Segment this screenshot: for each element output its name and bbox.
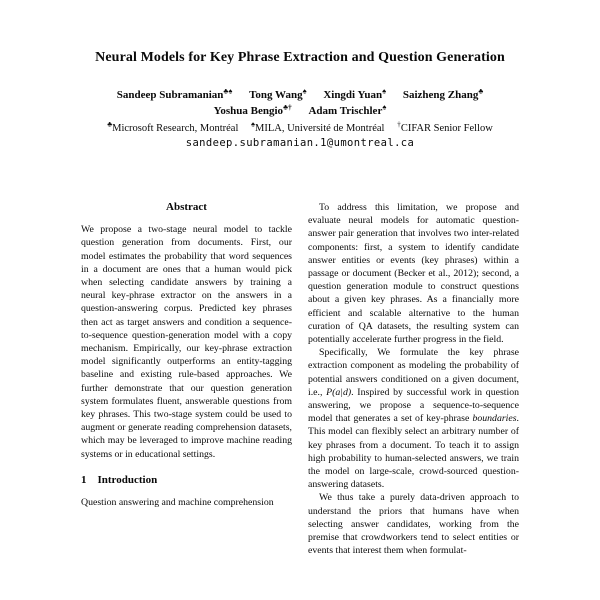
author-name: Sandeep Subramanian — [116, 89, 224, 101]
body-paragraph: To address this limitation, we propose and evaluate neural models for automatic question-answer pair generation that involves two inter-related components: first, a system to identify candidate answer entities or events (key phrases) within a passage or document (Becker et al., 2012); second, a question generation module to construct questions about a given key phrases. As a financially more efficient and scalable alternative to the human curation of QA datasets, the resulting system can potentially accelerate further progress in the field. — [308, 202, 519, 346]
author-name: Yoshua Bengio — [213, 104, 284, 117]
author-name: Adam Trischler — [308, 104, 383, 117]
paper-title: Neural Models for Key Phrase Extraction and Question Generation — [95, 50, 505, 65]
affiliation-text: CIFAR Senior Fellow — [400, 123, 493, 134]
section-title: Introduction — [97, 473, 158, 486]
paper-header — [0, 0, 600, 149]
introduction-first-line: Question answering and machine comprehension — [81, 497, 274, 509]
author — [116, 86, 233, 101]
paragraph-text: . This model can flexibly select an arbitrary number of key phrases from a document. To teach it to assign high probability to human-selected answers, we train the model on large-scale, crowd-sourced question-answering datasets. — [308, 413, 519, 491]
author-affil-marks: ♠ — [302, 86, 307, 96]
author — [308, 101, 387, 117]
affiliation-item — [397, 119, 493, 134]
authors-line-2 — [0, 101, 600, 120]
abstract-heading: Abstract — [166, 201, 207, 213]
author — [249, 86, 307, 101]
abstract-text: We propose a two-stage neural model to tackle question generation from documents. First, our model estimates the probability that word sequences in a document are ones that a human would pick when selecting candidate answers by training a neural key-phrase extractor on the answers in a question-answering corpus. Predicted key phrases then act as target answers and condition a sequence-to-sequence question-generation model with a copy mechanism. Empirically, our key-phrase extraction model significantly outperforms an entity-tagging baseline and existing rule-based approaches. We further demonstrate that our question generation system formulates fluent, answerable questions from key phrases. This two-stage system could be used to augment or generate reading comprehension datasets, which may be leveraged to improve machine reading systems or in educational settings. — [81, 224, 292, 460]
author-affil-marks: ♣† — [283, 101, 292, 111]
left-column — [81, 201, 292, 557]
body-paragraph: We thus take a purely data-driven approach to understand the priors that humans have when selecting answer candidates, working from the premise that crowdworkers tend to select entities or events that interest them when formulat- — [308, 492, 519, 557]
affiliation-mark: † — [397, 119, 401, 129]
author-affil-marks: ♣♠ — [223, 86, 233, 96]
author — [213, 101, 292, 117]
affiliation-mark: ♣ — [107, 119, 113, 129]
author — [323, 86, 387, 101]
author-name: Xingdi Yuan — [323, 89, 383, 101]
affiliation-item — [107, 119, 239, 134]
author-block — [0, 88, 600, 119]
section-number: 1 — [81, 473, 87, 486]
author — [402, 86, 484, 101]
author-affil-marks: ♠ — [382, 86, 387, 96]
author-name: Saizheng Zhang — [402, 89, 479, 101]
affiliations-line — [0, 119, 600, 134]
two-column-body — [81, 201, 519, 557]
body-paragraph — [308, 346, 519, 491]
inline-math: P(a|d) — [326, 386, 352, 398]
authors-line-1 — [0, 88, 600, 104]
author-affil-marks: ♠ — [382, 101, 387, 111]
author-affil-marks: ♣ — [478, 86, 484, 96]
section-heading-introduction — [81, 474, 292, 487]
contact-email: sandeep.subramanian.1@umontreal.ca — [185, 137, 415, 149]
paragraph-text: Specifically, We formulate the key phrase extraction component as modeling the probability of potential answers conditioned on a given document, i.e., — [308, 347, 519, 398]
italic-term: boundaries — [472, 413, 517, 425]
right-column — [308, 201, 519, 557]
affiliation-text: Microsoft Research, Montréal — [112, 123, 239, 134]
affiliation-item — [251, 119, 385, 134]
affiliation-mark: ♠ — [251, 119, 255, 129]
affiliation-text: MILA, Université de Montréal — [254, 123, 385, 134]
paragraph-text: . Inspired by successful work in question answering, we propose a sequence-to-sequence model that generates a set of key-phrase — [308, 386, 519, 425]
author-name: Tong Wang — [249, 89, 303, 101]
